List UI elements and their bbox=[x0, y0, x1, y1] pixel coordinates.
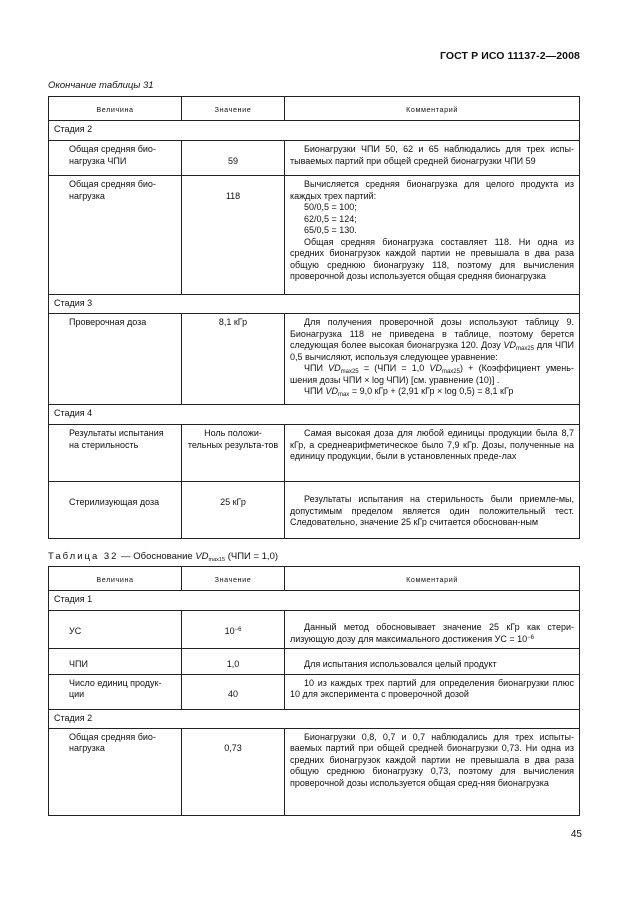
comment-cell bbox=[285, 674, 580, 709]
table32-caption: Таблица 32 — Обоснование $VD_{max15}$ (ЧПИ = 1,0) bbox=[48, 551, 279, 563]
stage-label: Стадия 2 bbox=[49, 709, 580, 728]
column-header-comment: Комментарий bbox=[285, 567, 580, 591]
value-cell bbox=[182, 674, 285, 709]
column-header-quantity: Величина bbox=[49, 97, 182, 121]
table-row bbox=[49, 314, 580, 405]
quantity-cell bbox=[49, 611, 182, 649]
quantity-cell: Проверочная доза bbox=[49, 314, 182, 405]
stage-row bbox=[49, 295, 580, 314]
quantity-cell: Результаты испытания на стерильность bbox=[49, 425, 182, 482]
quantity-cell: Общая средняя био-нагрузка bbox=[49, 728, 182, 815]
stage-label: Стадия 2 bbox=[49, 121, 580, 141]
standard-header: ГОСТ Р ИСО 11137-2—2008 bbox=[439, 50, 580, 62]
quantity-cell: Общая средняя био-нагрузка bbox=[49, 176, 182, 295]
value-text: 118 bbox=[225, 190, 241, 201]
table-row bbox=[49, 674, 580, 709]
quantity-text: ЧПИ bbox=[69, 659, 88, 670]
value-text: 40 bbox=[227, 689, 238, 700]
comment-text: Для испытания использовался целый продукт bbox=[304, 659, 497, 670]
quantity-cell bbox=[49, 482, 182, 539]
stage-row bbox=[49, 709, 580, 728]
quantity-cell: Число единиц продук-ции bbox=[49, 674, 182, 709]
value-text: 0,73 bbox=[224, 743, 242, 754]
value-text: 1,0 bbox=[226, 659, 240, 670]
page-number: 45 bbox=[570, 829, 582, 840]
table-31 bbox=[48, 96, 580, 539]
comment-cell bbox=[285, 425, 580, 482]
value-cell bbox=[182, 482, 285, 539]
comment-cell bbox=[285, 482, 580, 539]
comment-text: Результаты испытания на стерильность были приемле-мы, допустимым пределом является один положительный тест. Следовательно, значение 25 кГр считается обоснован-ным bbox=[290, 494, 574, 528]
comment-text: 10 из каждых трех партий для определения бионагрузки плюс 10 для эксперимента с проверочной дозой bbox=[290, 677, 574, 700]
table-row bbox=[49, 611, 580, 649]
comment-text: Самая высокая доза для любой единицы продукции была 8,7 кГр, а среднеарифметическое было 7,9 кГр. Дозы, полученные на единицу продукции, были в установленных преде-лах bbox=[290, 428, 574, 462]
table-row bbox=[49, 141, 580, 176]
value-text: 25 кГр bbox=[220, 496, 246, 507]
table-header-row bbox=[49, 97, 580, 121]
stage-row bbox=[49, 405, 580, 425]
value-cell bbox=[182, 176, 285, 295]
value-cell bbox=[182, 649, 285, 675]
stage-label: Стадия 1 bbox=[49, 591, 580, 611]
table-row bbox=[49, 649, 580, 675]
quantity-cell: Общая средняя био-нагрузка ЧПИ bbox=[49, 141, 182, 176]
comment-text: Общая средняя бионагрузка составляет 118. Ни одна из средних бионагрузок каждой партии не превышала в два раза общую среднюю бионагрузку 118, поэтому для вычисления проверочной дозы используется общая средняя бионагрузка bbox=[290, 236, 574, 282]
value-text: 59 bbox=[227, 155, 238, 166]
comment-cell bbox=[285, 314, 580, 405]
value-cell: $10^{-6}$ bbox=[182, 611, 285, 649]
comment-text: Бионагрузки 0,8, 0,7 и 0,7 наблюдались для трех испыты-ваемых партий при общей средней бионагрузки 0,73. Ни одна из средних бионагрузок каждой партии не превышала в два раза общую среднюю бионагрузку 0,73, поэтому для вычисления проверочной дозы используется общая сред-няя бионагрузка bbox=[290, 731, 574, 788]
table-row bbox=[49, 482, 580, 539]
stage-row bbox=[49, 591, 580, 611]
comment-text: 65/0,5 = 130. bbox=[304, 225, 357, 236]
column-header-value: Значение bbox=[182, 567, 285, 591]
stage-label: Стадия 3 bbox=[49, 295, 580, 314]
comment-text: 50/0,5 = 100; bbox=[304, 202, 357, 213]
table-header-row bbox=[49, 567, 580, 591]
quantity-text: УС bbox=[69, 625, 82, 636]
value-cell bbox=[182, 141, 285, 176]
column-header-comment: Комментарий bbox=[285, 97, 580, 121]
table-32 bbox=[48, 566, 580, 816]
comment-cell bbox=[285, 141, 580, 176]
comment-text: Бионагрузки ЧПИ 50, 62 и 65 наблюдались для трех испы-тываемых партий при общей средней бионагрузки ЧПИ 59 bbox=[290, 144, 574, 166]
value-cell: 8,1 кГр bbox=[182, 314, 285, 405]
table-row bbox=[49, 176, 580, 295]
column-header-value: Значение bbox=[182, 97, 285, 121]
column-header-quantity: Величина bbox=[49, 567, 182, 591]
stage-label: Стадия 4 bbox=[49, 405, 580, 425]
quantity-text: Стерилизующая доза bbox=[69, 496, 160, 507]
stage-row bbox=[49, 121, 580, 141]
table31-caption: Окончание таблицы 31 bbox=[48, 80, 154, 91]
comment-cell bbox=[285, 176, 580, 295]
table-row bbox=[49, 728, 580, 815]
table-row bbox=[49, 425, 580, 482]
comment-text: Данный метод обосновывает значение 25 кГр как стери-лизующую дозу для максимального достижения УС = $10^{-6}$ bbox=[290, 622, 574, 644]
comment-cell bbox=[285, 611, 580, 649]
value-cell bbox=[182, 728, 285, 815]
comment-text: Вычисляется средняя бионагрузка для целого продукта из каждых трех партий: bbox=[290, 179, 574, 201]
equation-1: ЧПИ $VD_{max25} = (ЧПИ = 1,0$ $VD_{max25}$) + (Коэффициент умень-шения дозы ЧПИ × log ЧПИ) [см. уравнение (10)] . bbox=[290, 363, 574, 385]
quantity-cell bbox=[49, 649, 182, 675]
equation-2: ЧПИ $VD_{max} = 9,0$ кГр + (2,91 кГр × log 0,5) = 8,1 кГр bbox=[304, 386, 514, 399]
comment-text: Для получения проверочной дозы используют таблицу 9. Бионагрузка 118 не приведена в таблице, поэтому берется следующая более высокая бионагрузка 120. Дозу $VD_{max25}$ для ЧПИ 0,5 вычисляют, используя следующее уравнение: bbox=[290, 317, 574, 362]
comment-cell bbox=[285, 728, 580, 815]
comment-cell bbox=[285, 649, 580, 675]
comment-text: 62/0,5 = 124; bbox=[304, 213, 357, 224]
value-cell: Ноль положи-тельных результа-тов bbox=[182, 425, 285, 482]
